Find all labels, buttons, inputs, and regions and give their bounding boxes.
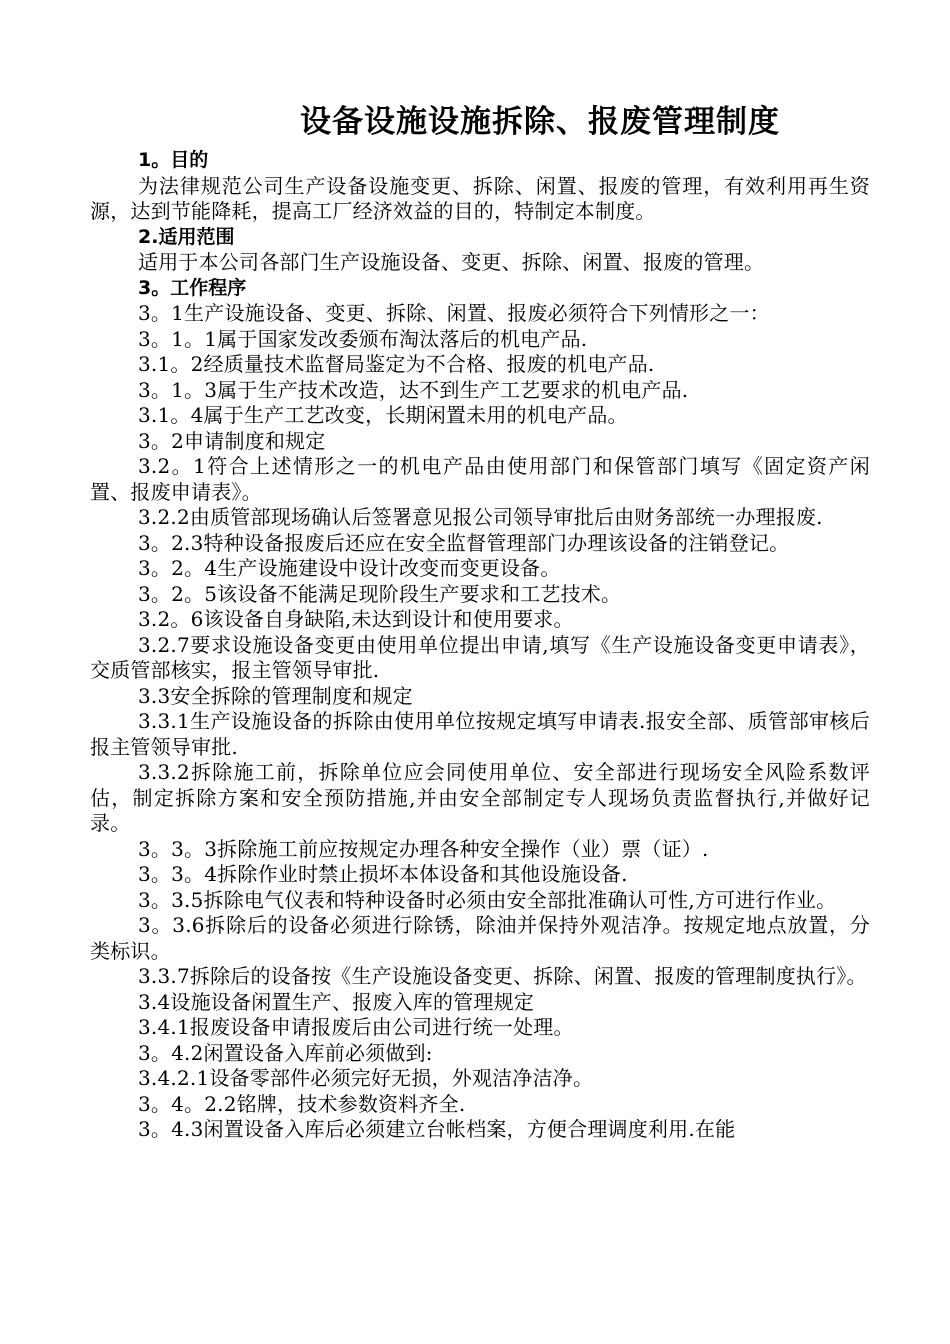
paragraph: 3。4。2.2铭牌，技术参数资料齐全. xyxy=(138,1091,466,1116)
paragraph: 3.4.2.1设备零部件必须完好无损，外观洁净洁净。 xyxy=(138,1066,594,1090)
paragraph: 3。3。3拆除施工前应按规定办理各种安全操作（业）票（证）. xyxy=(138,836,709,861)
paragraph: 3.1。2经质量技术监督局鉴定为不合格、报废的机电产品. xyxy=(138,352,655,376)
paragraph: 3.3.7拆除后的设备按《生产设施设备变更、拆除、闲置、报废的管理制度执行》。 xyxy=(138,964,867,988)
document-page xyxy=(90,100,870,1143)
paragraph: 3.4.1报废设备申请报废后由公司进行统一处理。 xyxy=(138,1015,574,1039)
paragraph: 3。3.5拆除电气仪表和特种设备时必须由安全部批准确认可性,方可进行作业。 xyxy=(138,887,837,912)
paragraph: 3.4设施设备闲置生产、报废入库的管理规定 xyxy=(138,989,535,1014)
paragraph: 3。2。4生产设施建设中设计改变而变更设备。 xyxy=(138,556,561,580)
paragraph: 3。1。3属于生产技术改造，达不到生产工艺要求的机电产品. xyxy=(138,377,689,402)
paragraph: 3.2.2由质管部现场确认后签署意见报公司领导审批后由财务部统一办理报废. xyxy=(138,505,823,529)
paragraph: 3。2。5该设备不能满足现阶段生产要求和工艺技术。 xyxy=(138,581,622,606)
section-heading: 2.适用范围 xyxy=(138,225,235,248)
paragraph: 为法律规范公司生产设备设施变更、拆除、闲置、报废的管理，有效利用再生资源，达到节能降耗，提高工厂经济效益的目的，特制定本制度。 xyxy=(90,173,870,223)
section-heading: 3。工作程序 xyxy=(138,276,247,299)
paragraph: 3。3.6拆除后的设备必须进行除锈，除油并保持外观洁净。按规定地点放置，分类标识。 xyxy=(90,913,870,963)
paragraph: 3。4.2闲置设备入库前必须做到: xyxy=(138,1040,433,1065)
paragraph: 3。2申请制度和规定 xyxy=(138,428,326,453)
paragraph: 3.2。1符合上述情形之一的机电产品由使用部门和保管部门填写《固定资产闲置、报废申请表》。 xyxy=(90,454,870,504)
section-heading: 1。目的 xyxy=(138,149,209,171)
paragraph: 3.3.2拆除施工前，拆除单位应会同使用单位、安全部进行现场安全风险系数评估，制定拆除方案和安全预防措施,并由安全部制定专人现场负责监督执行,并做好记录。 xyxy=(90,760,870,835)
paragraph: 3。1生产设施设备、变更、拆除、闲置、报废必须符合下列情形之一： xyxy=(138,301,770,325)
paragraph: 3.1。4属于生产工艺改变，长期闲置未用的机电产品。 xyxy=(138,403,628,427)
paragraph: 3。3。4拆除作业时禁止损坏本体设备和其他设施设备. xyxy=(138,862,628,886)
paragraph: 3。1。1属于国家发改委颁布淘汰落后的机电产品. xyxy=(138,326,588,351)
paragraph: 3.2.7要求设施设备变更由使用单位提出申请,填写《生产设施设备变更申请表》，交质管部核实，报主管领导审批. xyxy=(90,632,870,682)
document-title: 设备设施设施拆除、报废管理制度 xyxy=(300,104,780,140)
paragraph: 3。4.3闲置设备入库后必须建立台帐档案，方便合理调度利用.在能 xyxy=(138,1117,736,1141)
paragraph: 3。2.3特种设备报废后还应在安全监督管理部门办理该设备的注销登记。 xyxy=(138,530,790,555)
paragraph: 3.3安全拆除的管理制度和规定 xyxy=(138,683,413,708)
paragraph: 3.3.1生产设施设备的拆除由使用单位按规定填写申请表.报安全部、质管部审核后报主管领导审批. xyxy=(90,709,870,759)
document-body xyxy=(90,148,870,1143)
paragraph: 3.2。6该设备自身缺陷,未达到设计和使用要求。 xyxy=(138,607,574,631)
paragraph: 适用于本公司各部门生产设施设备、变更、拆除、闲置、报废的管理。 xyxy=(138,250,765,274)
